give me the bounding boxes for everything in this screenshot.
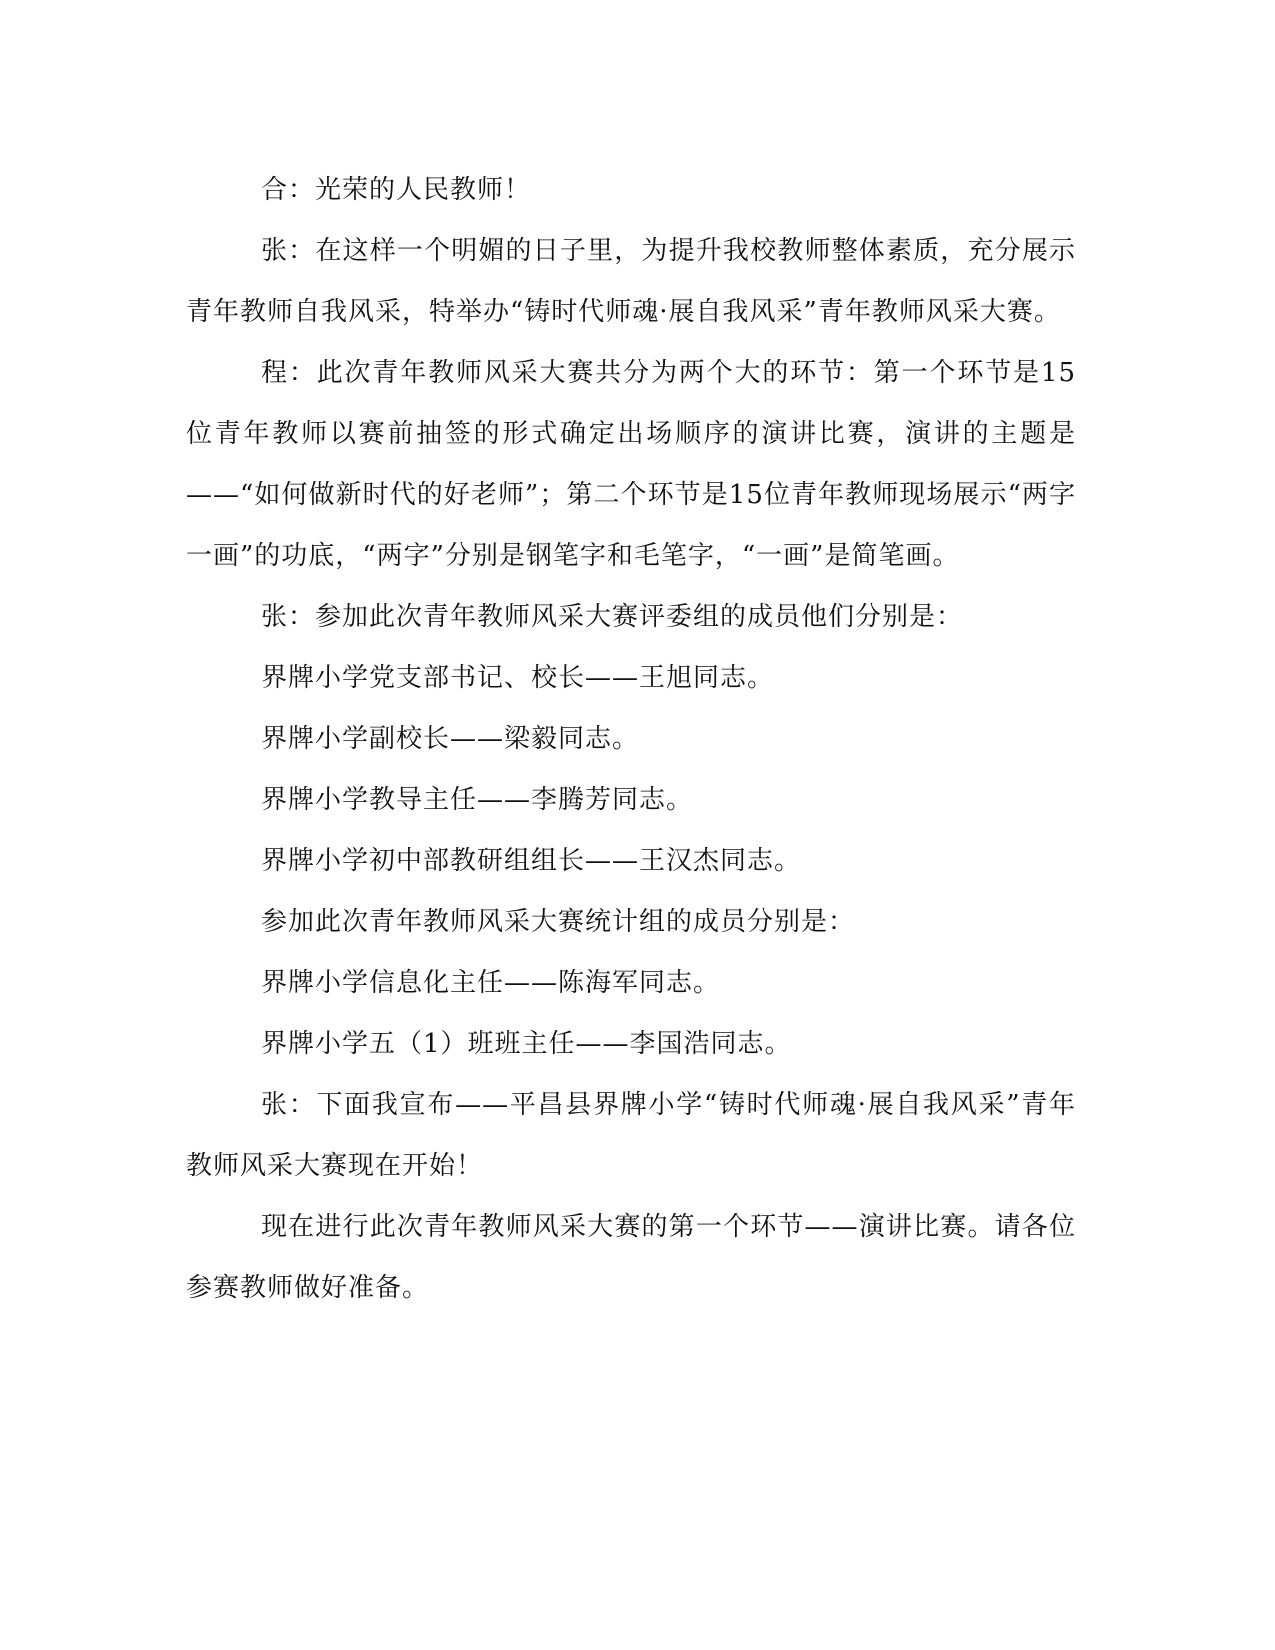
paragraph-zhang-opening: 张：在这样一个明媚的日子里，为提升我校教师整体素质，充分展示青年教师自我风采，特举办“铸时代师魂·展自我风采”青年教师风采大赛。: [186, 236, 1076, 327]
document-body: [186, 160, 1076, 1319]
paragraph-statistician-1: 界牌小学信息化主任——陈海军同志。: [261, 968, 721, 998]
paragraph-judge-2: 界牌小学副校长——梁毅同志。: [261, 724, 640, 754]
paragraph-judge-1: 界牌小学党支部书记、校长——王旭同志。: [261, 663, 775, 693]
paragraph-judge-3: 界牌小学教导主任——李腾芳同志。: [261, 785, 694, 815]
paragraph-first-round: 现在进行此次青年教师风采大赛的第一个环节——演讲比赛。请各位参赛教师做好准备。: [186, 1212, 1076, 1303]
paragraph-statistics-intro: 参加此次青年教师风采大赛统计组的成员分别是：: [261, 907, 856, 937]
paragraph-cheng-contest-format: 程：此次青年教师风采大赛共分为两个大的环节：第一个环节是15位青年教师以赛前抽签的形式确定出场顺序的演讲比赛，演讲的主题是——“如何做新时代的好老师”；第二个环节是15位青年教师现场展示“两字一画”的功底，“两字”分别是钢笔字和毛笔字，“一画”是简笔画。: [186, 358, 1076, 571]
paragraph-judges-intro: 张：参加此次青年教师风采大赛评委组的成员他们分别是：: [261, 602, 964, 632]
paragraph-zhang-announcement: 张：下面我宣布——平昌县界牌小学“铸时代师魂·展自我风采”青年教师风采大赛现在开始！: [186, 1090, 1076, 1181]
paragraph-chorus-greeting: 合：光荣的人民教师！: [261, 175, 532, 205]
paragraph-statistician-2: 界牌小学五（1）班班主任——李国浩同志。: [261, 1029, 792, 1059]
paragraph-judge-4: 界牌小学初中部教研组组长——王汉杰同志。: [261, 846, 802, 876]
